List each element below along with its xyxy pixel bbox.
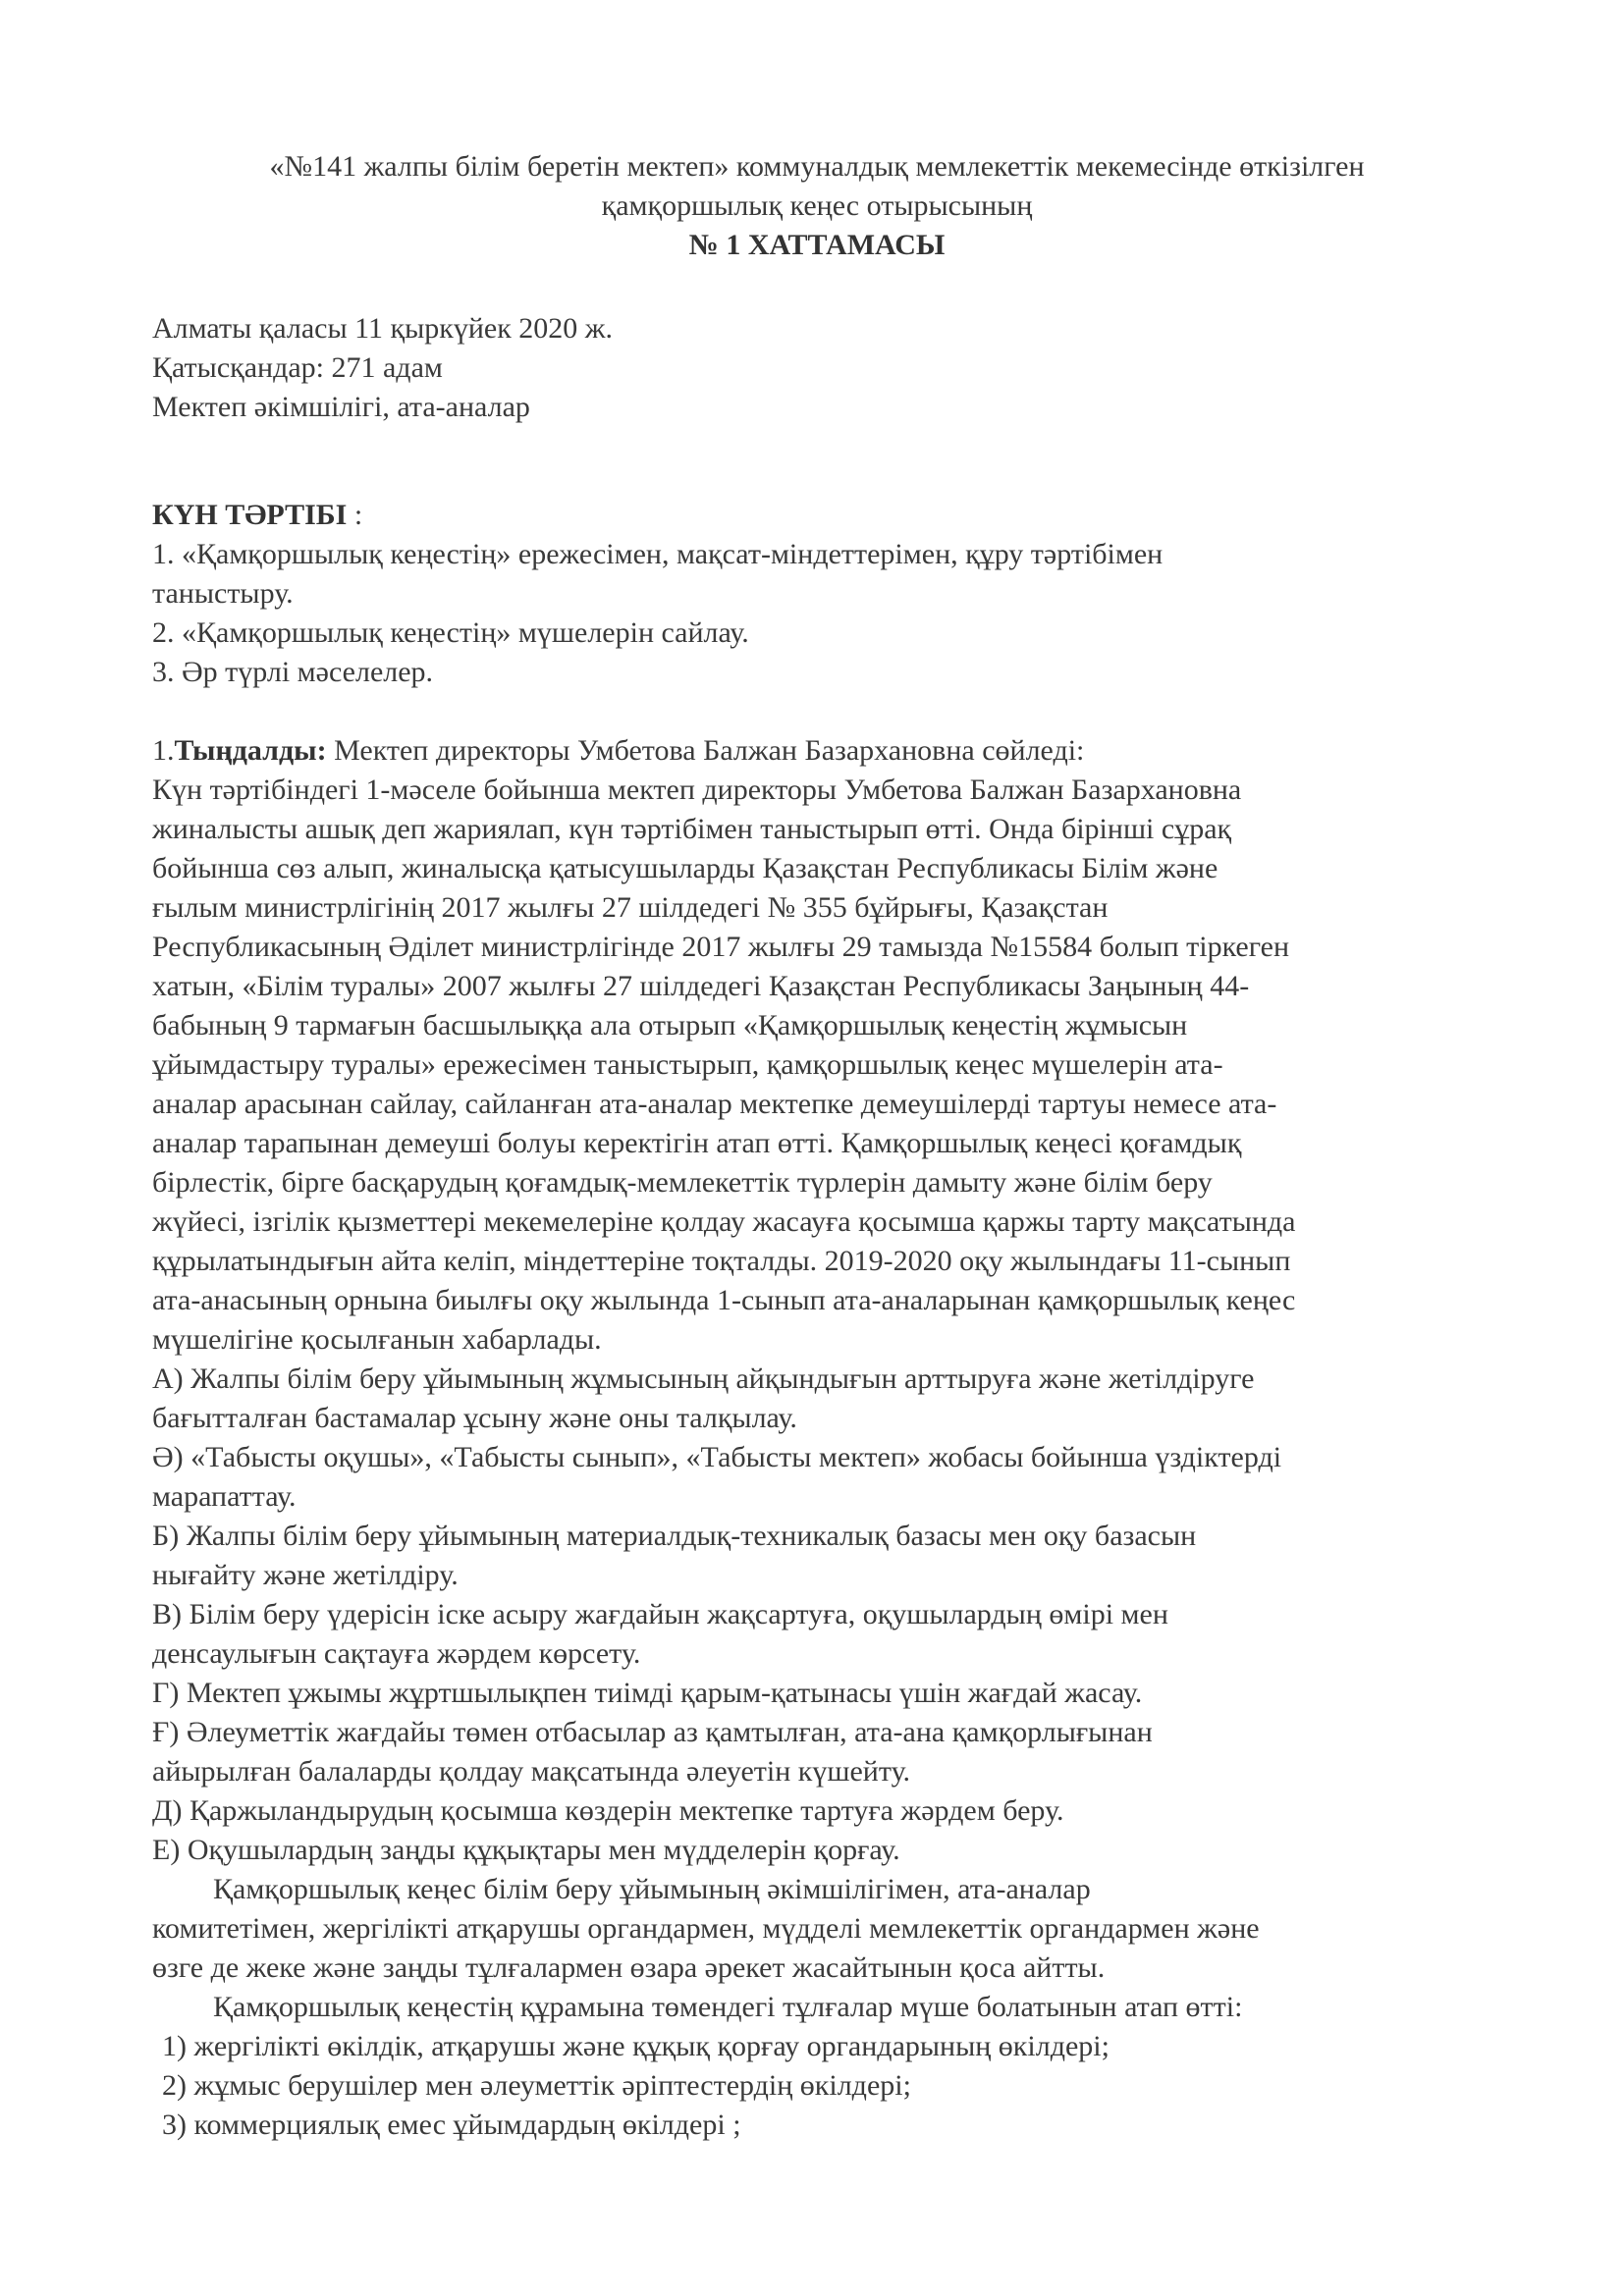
body-line: бабының 9 тармағын басшылыққа ала отырып «Қамқоршылық кеңестің жұмысын (152, 1009, 1188, 1041)
body-line: мүшелігіне қосылғанын хабарлады. (152, 1323, 602, 1356)
body-lines (152, 771, 1482, 2145)
protocol-number: № 1 ХАТТАМАСЫ (688, 229, 946, 261)
body-line: Е) Оқушылардың заңды құқықтары мен мүдделерін қорғау. (152, 1834, 900, 1866)
listened-label: Тыңдалды: (174, 734, 327, 767)
body-line: жүйесі, ізгілік қызметтері мекемелеріне қолдау жасауға қосымша қаржы тарту мақсатында (152, 1205, 1296, 1238)
body-line: хатын, «Білім туралы» 2007 жылғы 27 шілдедегі Қазақстан Республикасы Заңының 44- (152, 970, 1250, 1002)
body-line: құрылатындығын айта келіп, міндеттеріне тоқталды. 2019-2020 оқу жылындағы 11-сынып (152, 1245, 1291, 1277)
agenda-heading (152, 496, 1482, 535)
place-date: Алматы қаласы 11 қыркүйек 2020 ж. (152, 312, 613, 345)
meta-block (152, 309, 1482, 427)
body-line: бойынша сөз алып, жиналысқа қатысушыларды Қазақстан Республикасы Білім және (152, 852, 1218, 884)
body-line: Қамқоршылық кеңес білім беру ұйымының әкімшілігімен, ата-аналар (213, 1873, 1091, 1905)
body-line: марапаттау. (152, 1480, 297, 1513)
body-line: бірлестік, бірге басқарудың қоғамдық-мемлекеттік түрлерін дамыту және білім беру (152, 1166, 1213, 1199)
body-line: Ғ) Әлеуметтік жағдайы төмен отбасылар аз қамтылған, ата-ана қамқорлығынан (152, 1716, 1153, 1748)
body-line: ата-анасының орнына биылғы оқу жылында 1-сынып ата-аналарынан қамқоршылық кеңес (152, 1284, 1296, 1316)
agenda-item: таныстыру. (152, 577, 294, 610)
body-line: комитетімен, жергілікті атқарушы органдармен, мүдделі мемлекеттік органдармен және (152, 1912, 1260, 1945)
body-line: В) Білім беру үдерісін іске асыру жағдайын жақсартуға, оқушылардың өмірі мен (152, 1598, 1168, 1630)
attendees: Мектеп әкімшілігі, ата-аналар (152, 391, 530, 423)
body-line: Г) Мектеп ұжымы жұртшылықпен тиімді қарым-қатынасы үшін жағдай жасау. (152, 1677, 1143, 1709)
agenda-items (152, 535, 1482, 692)
title-line-2: қамқоршылық кеңес отырысының (601, 189, 1033, 222)
body-line: Б) Жалпы білім беру ұйымының материалдық-техникалық базасы мен оқу базасын (152, 1520, 1197, 1552)
body-line: айырылған балаларды қолдау мақсатында әлеуетін күшейту. (152, 1755, 911, 1788)
protocol-body (152, 731, 1482, 2145)
agenda-heading-label: КҮН ТӘРТІБІ (152, 499, 348, 531)
body-line: ғылым министрлігінің 2017 жылғы 27 шілдедегі № 355 бұйрығы, Қазақстан (152, 891, 1109, 924)
participants-count: Қатысқандар: 271 адам (152, 351, 443, 384)
body-line: нығайту және жетілдіру. (152, 1559, 459, 1591)
listened-heading (152, 731, 1482, 771)
body-line: бағытталған бастамалар ұсыну және оны талқылау. (152, 1402, 797, 1434)
body-line: 2) жұмыс берушілер мен әлеуметтік әріптестердің өкілдері; (162, 2069, 911, 2102)
body-line: Қамқоршылық кеңестің құрамына төмендегі тұлғалар мүше болатынын атап өтті: (213, 1991, 1243, 2023)
body-line: Д) Қаржыландырудың қосымша көздерін мектепке тартуға жәрдем беру. (152, 1794, 1064, 1827)
body-line: Республикасының Әділет министрлігінде 2017 жылғы 29 тамызда №15584 болып тіркеген (152, 931, 1290, 963)
body-line: өзге де жеке және заңды тұлғалармен өзара әрекет жасайтынын қоса айтты. (152, 1951, 1106, 1984)
body-line: денсаулығын сақтауға жәрдем көрсету. (152, 1637, 641, 1670)
body-line: жиналысты ашық деп жариялап, күн тәртібімен таныстырып өтті. Онда бірінші сұрақ (152, 813, 1232, 845)
agenda-block (152, 496, 1482, 692)
document-title (152, 147, 1482, 265)
body-line: Ә) «Табысты оқушы», «Табысты сынып», «Табысты мектеп» жобасы бойынша үздіктерді (152, 1441, 1282, 1473)
body-line: Күн тәртібіндегі 1-мәселе бойынша мектеп директоры Умбетова Балжан Базархановна (152, 774, 1242, 806)
agenda-item: 2. «Қамқоршылық кеңестің» мүшелерін сайлау. (152, 616, 749, 649)
body-line: 1) жергілікті өкілдік, атқарушы және құқық қорғау органдарының өкілдері; (162, 2030, 1110, 2062)
agenda-item: 1. «Қамқоршылық кеңестің» ережесімен, мақсат-міндеттерімен, құру тәртібімен (152, 538, 1164, 570)
listened-number: 1. (152, 734, 175, 767)
title-line-1: «№141 жалпы білім беретін мектеп» коммуналдық мемлекеттік мекемесінде өткізілген (269, 150, 1365, 183)
body-line: А) Жалпы білім беру ұйымының жұмысының айқындығын арттыруға және жетілдіруге (152, 1362, 1255, 1395)
body-line: 3) коммерциялық емес ұйымдардың өкілдері ; (162, 2109, 741, 2141)
body-line: аналар арасынан сайлау, сайланған ата-аналар мектепке демеушілерді тартуы немесе ата- (152, 1088, 1277, 1120)
body-line: аналар тарапынан демеуші болуы керектігін атап өтті. Қамқоршылық кеңесі қоғамдық (152, 1127, 1242, 1159)
body-line: ұйымдастыру туралы» ережесімен таныстырып, қамқоршылық кеңес мүшелерін ата- (152, 1048, 1223, 1081)
listened-speaker-intro: Мектеп директоры Умбетова Балжан Базархановна сөйледі: (326, 734, 1085, 767)
agenda-item: 3. Әр түрлі мәселелер. (152, 656, 434, 688)
agenda-heading-colon: : (347, 499, 363, 531)
